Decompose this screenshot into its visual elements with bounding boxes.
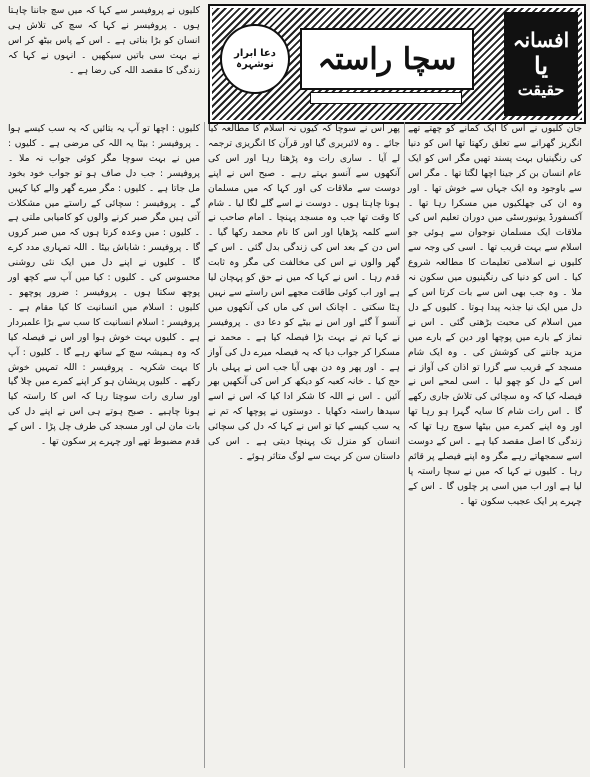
author-badge bbox=[220, 24, 290, 94]
title-underline bbox=[310, 92, 462, 104]
article-title: سچا راستہ bbox=[300, 28, 474, 90]
text-column-middle bbox=[208, 122, 400, 772]
author-name: دعا ابرار bbox=[234, 48, 276, 59]
article-header bbox=[208, 4, 586, 124]
column-divider bbox=[204, 122, 205, 768]
series-word-3: حقیقت bbox=[517, 80, 565, 99]
text-column-right bbox=[408, 122, 582, 772]
magazine-page bbox=[4, 4, 586, 773]
series-word-1: افسانہ bbox=[512, 28, 570, 52]
text-column-left bbox=[8, 122, 200, 772]
paragraph: پھر اس نے سوچا کہ کیوں نہ اسلام کا مطالعہ کیا جائے ۔ وہ لائبریری گیا اور قرآن کا انگریزی ترجمہ لے آیا ۔ ساری رات وہ پڑھتا رہا اور اس کی آنکھوں سے آنسو بہتے رہے ۔ صبح اس نے اپنے دوست سے ملاقات کی اور کہا کہ میں مسلمان ہونا چاہتا ہوں ۔ دوست نے اسے گلے لگا لیا ۔ شام کا وقت تھا جب وہ مسجد پہنچا ۔ امام صاحب نے اسے کلمہ پڑھایا اور اس کا نام محمد رکھا گیا ۔ اس دن کے بعد اس کی زندگی بدل گئی ۔ اس کے گھر والوں نے اس کی مخالفت کی مگر وہ ثابت قدم رہا ۔ اس نے کہا کہ میں نے حق کو پہچان لیا ہے اور اب کوئی طاقت مجھے اس راستے سے نہیں ہٹا سکتی ۔ اچانک اس کی ماں کی آنکھوں میں آنسو آ گئے اور اس نے بیٹے کو دعا دی ۔ پروفیسر نے کہا تم نے بہت بڑا فیصلہ کیا ہے ۔ محمد نے مسکرا کر جواب دیا کہ یہ فیصلہ میرے دل کی آواز ہے ۔ اور پھر وہ دن بھی آیا جب اس نے پہلی بار حج کیا ۔ خانہ کعبہ کو دیکھ کر اس کی آنکھیں بھر آئیں ۔ اس نے اللہ کا شکر ادا کیا کہ اس نے اسے سیدھا راستہ دکھایا ۔ دوستوں نے پوچھا کہ تم نے یہ سب کیسے کیا تو اس نے کہا کہ دل کی سچائی انسان کو منزل تک پہنچا دیتی ہے ۔ اس کی داستان سن کر بہت سے لوگ متاثر ہوئے ۔ bbox=[208, 123, 400, 462]
column-divider bbox=[404, 122, 405, 768]
series-word-2: یا bbox=[534, 51, 548, 80]
series-badge bbox=[504, 12, 578, 116]
paragraph: کلیوں : اچھا تو آپ یہ بتائیں کہ یہ سب کیسے ہوا ۔ پروفیسر : بیٹا یہ اللہ کی مرضی ہے ۔ کلیوں : میں نے بہت سوچا مگر کوئی جواب نہ ملا ۔ پروفیسر : جب دل صاف ہو تو جواب خود بخود مل جاتا ہے ۔ کلیوں : مگر میرے گھر والے کیا کہیں گے ۔ پروفیسر : سچائی کے راستے میں مشکلات آتی ہیں مگر صبر کرنے والوں کو کامیابی ملتی ہے ۔ کلیوں : میں وعدہ کرتا ہوں کہ میں صبر کروں گا ۔ پروفیسر : شاباش بیٹا ۔ اللہ تمہاری مدد کرے گا ۔ کلیوں نے اپنے دل میں ایک نئی روشنی محسوس کی ۔ کلیوں : کیا میں آپ سے کچھ اور پوچھ سکتا ہوں ۔ پروفیسر : ضرور پوچھو ۔ کلیوں : اسلام میں انسانیت کا کیا مقام ہے ۔ پروفیسر : اسلام انسانیت کا سب سے بڑا علمبردار ہے ۔ کلیوں بہت خوش ہوا اور اس نے فیصلہ کیا کہ وہ ہمیشہ سچ کے ساتھ رہے گا ۔ کلیوں : آپ کا بہت شکریہ ۔ پروفیسر : اللہ تمہیں خوش رکھے ۔ کلیوں پریشان ہو کر اپنے کمرے میں چلا گیا اور ساری رات سوچتا رہا کہ اس کا راستہ کیا ہونا چاہیے ۔ صبح ہوتے ہی اس نے اپنے دل کی بات مان لی اور مسجد کی طرف چل پڑا ۔ اس کے قدم مضبوط تھے اور چہرے پر سکون تھا ۔ bbox=[7, 123, 200, 448]
paragraph: جان کلیوں نے اس کا ایک کمانے کو چھتے تھے انگریز گھرانے سے تعلق رکھتا تھا اس کو دنیا کی رنگینیاں بہت پسند تھیں مگر اس کو ایک عام انسان بن کر جینا اچھا لگتا تھا ۔ مگر اس سے باوجود وہ ایک جہاں سے خوش تھا ۔ اور وہ ان کی جھلکیوں میں مسکرا رہا تھا ۔ آکسفورڈ یونیورسٹی میں دوران تعلیم اس کی ملاقات ایک مسلمان نوجوان سے ہوئی جو اسلام سے بہت قریب تھا ۔ اسی کی وجہ سے کلیوں نے اسلامی تعلیمات کا مطالعہ شروع کیا ۔ اس کو دنیا کی رنگینیوں میں سکون نہ ملا ۔ وہ جب بھی اس سے بات کرتا اس کے دل میں ایک نیا جذبہ پیدا ہوتا ۔ کلیوں کے دل میں اسلام کی محبت بڑھتی گئی ۔ اس نے نماز کے بارے میں پوچھا اور دین کے بارے میں مزید جاننے کی کوشش کی ۔ وہ ایک شام مسجد کے قریب سے گزرا تو اذان کی آواز نے اس کے دل کو چھو لیا ۔ اسی لمحے اس نے فیصلہ کیا کہ وہ سچائی کی تلاش جاری رکھے گا ۔ اس رات شام کا سایہ گہرا ہو رہا تھا اور وہ اپنے کمرے میں بیٹھا سوچ رہا تھا کہ زندگی کا اصل مقصد کیا ہے ۔ اس کے دوست اسے سمجھاتے رہے مگر وہ اپنے فیصلے پر قائم رہا ۔ کلیوں نے کہا کہ میں نے سچا راستہ پا لیا ہے اور اب میں اسی پر چلوں گا ۔ اس کے چہرے پر ایک عجیب سکون تھا ۔ bbox=[408, 123, 582, 507]
author-location: نوشہرہ bbox=[236, 59, 274, 70]
paragraph: کلیوں نے پروفیسر سے کہا کہ میں سچ جاننا چاہتا ہوں ۔ پروفیسر نے کہا کہ سچ کی تلاش ہی انسان کو بڑا بناتی ہے ۔ اس کے پاس بیٹھ کر اس نے بہت سی باتیں سیکھیں ۔ انہوں نے کہا کہ زندگی کا مقصد اللہ کی رضا ہے ۔ bbox=[8, 5, 200, 76]
text-column-left-top bbox=[8, 4, 200, 120]
